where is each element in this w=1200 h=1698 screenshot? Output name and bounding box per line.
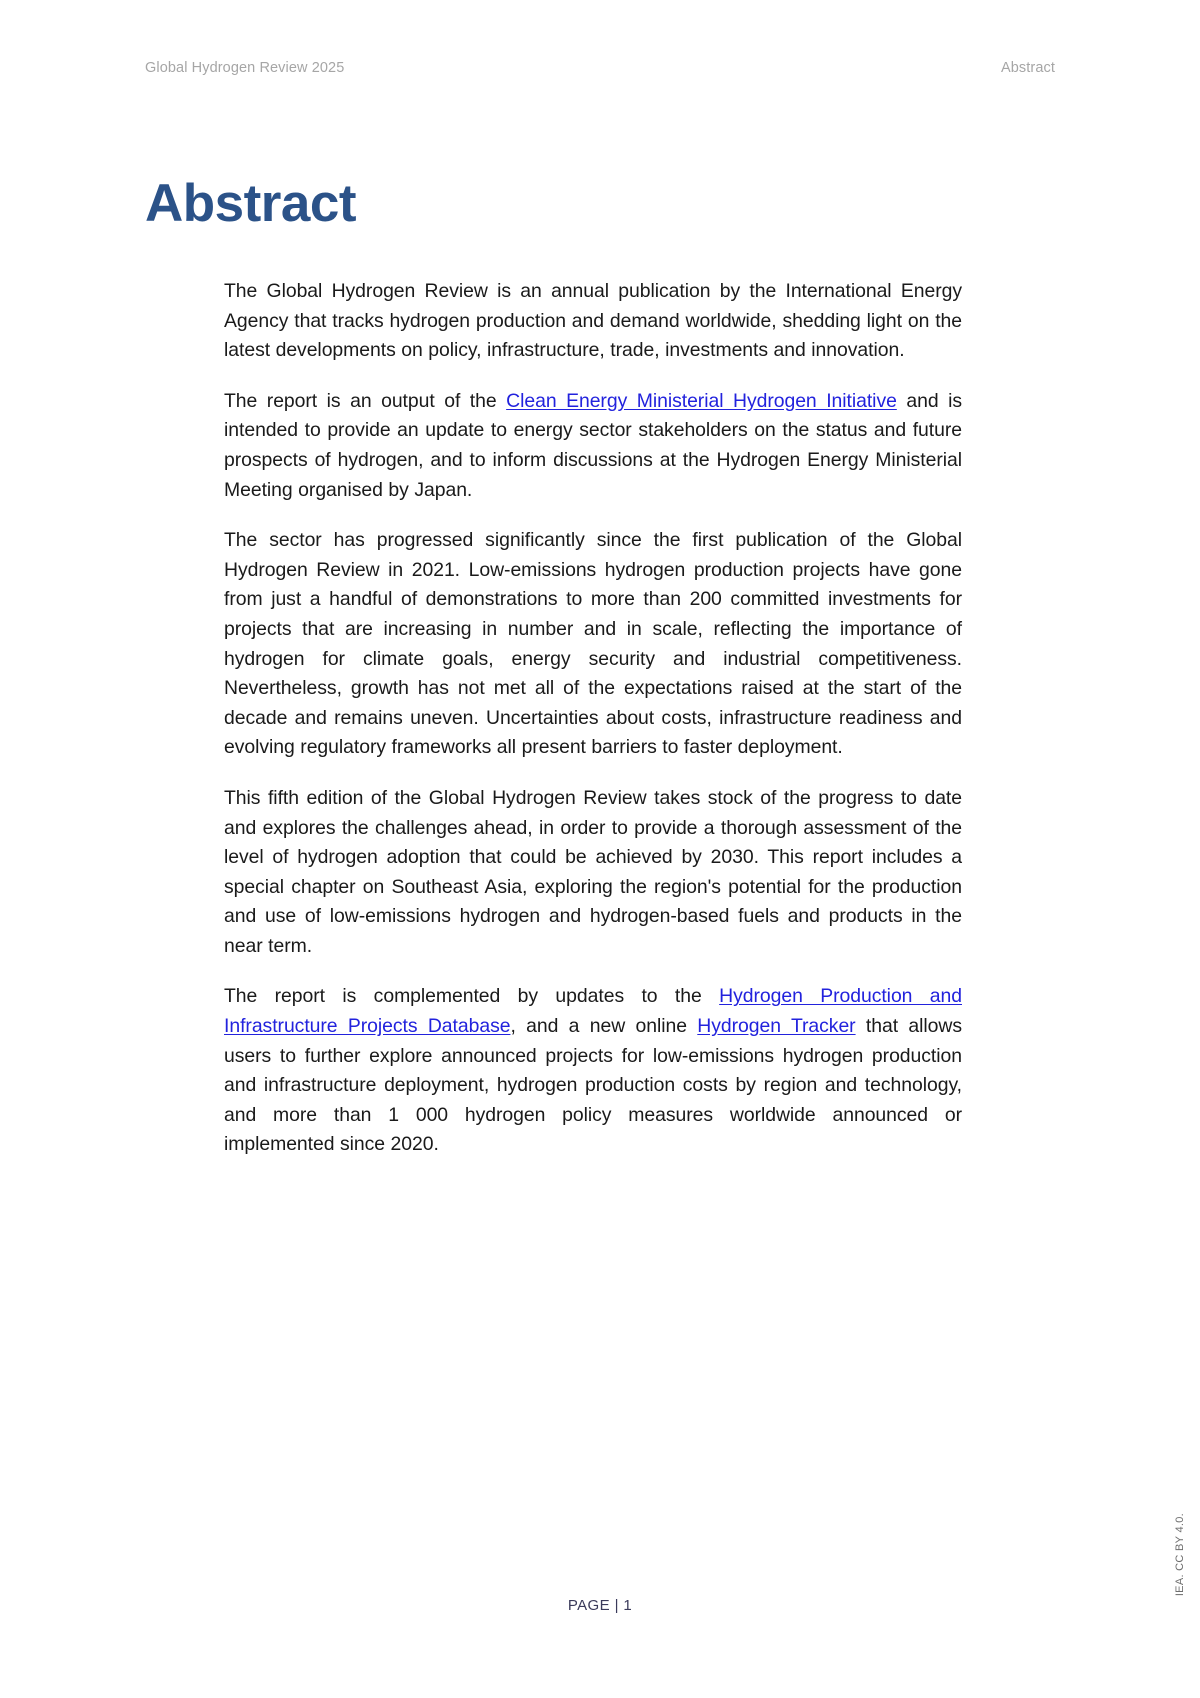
running-header-right: Abstract <box>1001 60 1055 76</box>
paragraph-2-text-b: and is intended to provide an update to energy sector stakeholders on the status and future prospects of hydrogen, and to inform discussions at the Hydrogen Energy Ministerial Meeting organised by Japan. <box>224 389 962 501</box>
link-hydrogen-production-and-infrastructure-projects-database[interactable]: Hydrogen Production and Infrastructure Projects Database <box>224 985 962 1038</box>
paragraph-2-text-a: The report is an output of the <box>224 389 507 412</box>
footer-page-number: PAGE | 1 <box>567 1597 633 1614</box>
paragraph-5 <box>224 982 962 1160</box>
paragraph-1: The Global Hydrogen Review is an annual publication by the International Energy Agency that tracks hydrogen production and demand worldwide, shedding light on the latest developments on policy, infrastructure, trade, investments and innovation. <box>224 280 962 362</box>
link-clean-energy-ministerial-hydrogen-initiative[interactable]: Clean Energy Ministerial Hydrogen Initiative <box>506 389 897 412</box>
paragraph-5-text-c: that allows users to further explore announced projects for low-emissions hydrogen production and infrastructure deployment, hydrogen production costs by region and technology, and more than 1 000 hydrogen policy measures worldwide announced or implemented since 2020. <box>224 1015 962 1156</box>
paragraph-5-text-a: The report is complemented by updates to the <box>224 985 720 1008</box>
running-header-left: Global Hydrogen Review 2025 <box>145 60 345 76</box>
page-title: Abstract <box>145 173 357 233</box>
paragraph-5-text-b: , and a new online <box>510 1015 698 1038</box>
rights-notice: IEA. CC BY 4.0. <box>1174 1513 1186 1597</box>
link-hydrogen-tracker[interactable]: Hydrogen Tracker <box>697 1015 856 1038</box>
running-header <box>145 60 1055 76</box>
paragraph-4: This fifth edition of the Global Hydrogen Review takes stock of the progress to date and explores the challenges ahead, in order to provide a thorough assessment of the level of hydrogen adoption that could be achieved by 2030. This report includes a special chapter on Southeast Asia, exploring the region's potential for the production and use of low-emissions hydrogen and hydrogen-based fuels and products in the near term. <box>224 786 962 957</box>
paragraph-2 <box>224 387 962 505</box>
paragraph-3: The sector has progressed significantly since the first publication of the Global Hydrogen Review in 2021. Low-emissions hydrogen production projects have gone from just a handful of demonstrations to more than 200 committed investments for projects that are increasing in number and in scale, reflecting the importance of hydrogen for climate goals, energy security and industrial competitiveness. Nevertheless, growth has not met all of the expectations raised at the start of the decade and remains uneven. Uncertainties about costs, infrastructure readiness and evolving regulatory frameworks all present barriers to faster deployment. <box>224 529 962 759</box>
body-column <box>224 277 962 1160</box>
